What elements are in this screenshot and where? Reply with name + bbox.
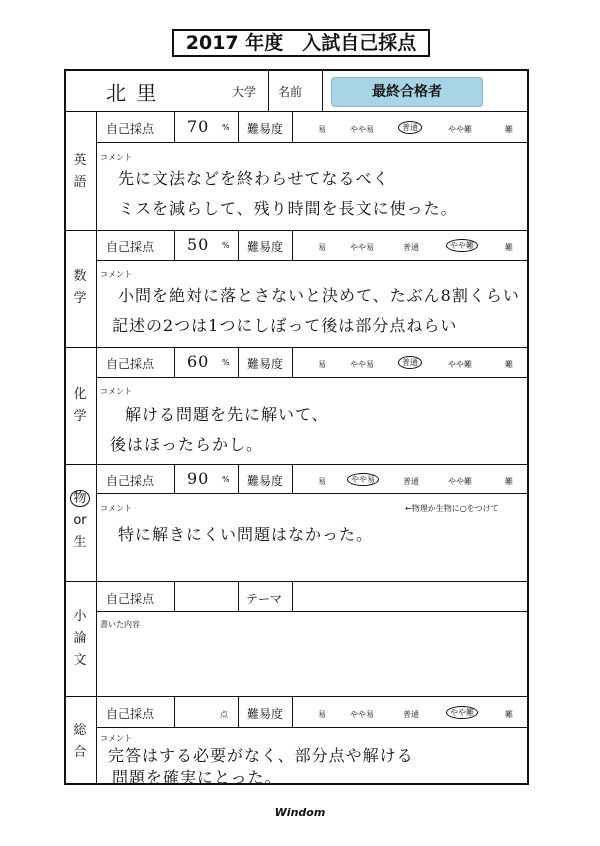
score-label: 自己採点 xyxy=(106,357,155,371)
name-label: 名前 xyxy=(278,85,303,99)
level-hard: 難 xyxy=(505,710,513,719)
comment-line: 特に解きにくい問題はなかった。 xyxy=(118,525,374,544)
level-hard: 難 xyxy=(505,477,513,486)
difficulty-label: 難易度 xyxy=(247,357,284,371)
level-slightly-easy-selected: やや易 xyxy=(347,473,379,486)
comment-line: 解ける問題を先に解いて、 xyxy=(125,405,329,424)
comment-label: コメント xyxy=(100,734,132,743)
level-normal: 普通 xyxy=(403,243,419,252)
level-easy: 易 xyxy=(318,477,326,486)
comment-line: 小問を絶対に落とさないと決めて、たぶん8割くらい xyxy=(118,286,520,305)
university-label: 大学 xyxy=(232,85,257,99)
level-hard: 難 xyxy=(505,125,513,134)
score-value: 90 xyxy=(187,469,210,488)
comment-line: 後はほったらかし。 xyxy=(110,435,264,454)
comment-line: 完答はする必要がなく、部分点や解ける xyxy=(108,746,414,765)
difficulty-label: 難易度 xyxy=(247,122,284,136)
level-slightly-easy: やや易 xyxy=(350,125,374,134)
subject-chemistry: 化 学 xyxy=(73,387,87,424)
score-label: 自己採点 xyxy=(106,122,155,136)
level-easy: 易 xyxy=(318,243,326,252)
comment-label: コメント xyxy=(100,153,132,162)
subject-english: 英 語 xyxy=(73,153,87,190)
percent-sign: % xyxy=(222,358,230,367)
subject-essay: 小 論 文 xyxy=(73,609,87,668)
level-slightly-hard: やや難 xyxy=(448,125,472,134)
level-normal: 普通 xyxy=(403,477,419,486)
level-slightly-hard: やや難 xyxy=(448,477,472,486)
level-slightly-hard: やや難 xyxy=(448,360,472,369)
written-content-label: 書いた内容 xyxy=(100,620,140,629)
difficulty-label: 難易度 xyxy=(247,474,284,488)
subject-physics-or-biology: 物 or 生 xyxy=(70,488,90,554)
comment-line: ミスを減らして、残り時間を長文に使った。 xyxy=(118,199,458,218)
level-slightly-easy: やや易 xyxy=(350,710,374,719)
score-value: 70 xyxy=(187,117,210,136)
score-label: 自己採点 xyxy=(106,240,155,254)
level-easy: 易 xyxy=(318,360,326,369)
score-label: 自己採点 xyxy=(106,474,155,488)
level-hard: 難 xyxy=(505,360,513,369)
level-normal-selected: 普通 xyxy=(398,356,422,369)
theme-label: テーマ xyxy=(246,592,283,606)
difficulty-label: 難易度 xyxy=(247,240,284,254)
score-label: 自己採点 xyxy=(106,592,155,606)
level-slightly-hard-selected: やや難 xyxy=(446,706,478,719)
comment-line: 先に文法などを終わらせてなるべく xyxy=(118,169,390,188)
percent-sign: % xyxy=(222,123,230,132)
level-slightly-hard-selected: やや難 xyxy=(446,239,478,252)
subject-math: 数 学 xyxy=(73,269,87,306)
difficulty-label: 難易度 xyxy=(247,707,284,721)
comment-label: コメント xyxy=(100,387,132,396)
level-normal-selected: 普通 xyxy=(398,121,422,134)
page-title: 2017 年度 入試自己採点 xyxy=(172,29,430,57)
level-slightly-easy: やや易 xyxy=(350,243,374,252)
percent-sign: % xyxy=(222,475,230,484)
level-easy: 易 xyxy=(318,710,326,719)
point-unit: 点 xyxy=(220,710,228,719)
comment-line: 記述の2つは1つにしぼって後は部分点ねらい xyxy=(112,316,458,335)
score-value: 50 xyxy=(187,235,210,254)
footer-brand: Windom xyxy=(274,806,326,819)
university-name: 北 里 xyxy=(106,81,159,105)
comment-line: 問題を確実にとった。 xyxy=(112,768,282,787)
comment-label: コメント xyxy=(100,504,132,513)
name-badge: 最終合格者 xyxy=(331,77,483,107)
score-label: 自己採点 xyxy=(106,707,155,721)
level-hard: 難 xyxy=(505,243,513,252)
level-easy: 易 xyxy=(318,125,326,134)
level-slightly-easy: やや易 xyxy=(350,360,374,369)
comment-label: コメント xyxy=(100,270,132,279)
physbio-note: ←物理か生物に○をつけて xyxy=(405,504,499,513)
score-value: 60 xyxy=(187,352,210,371)
level-normal: 普通 xyxy=(403,710,419,719)
percent-sign: % xyxy=(222,241,230,250)
subject-overall: 総 合 xyxy=(73,723,87,760)
